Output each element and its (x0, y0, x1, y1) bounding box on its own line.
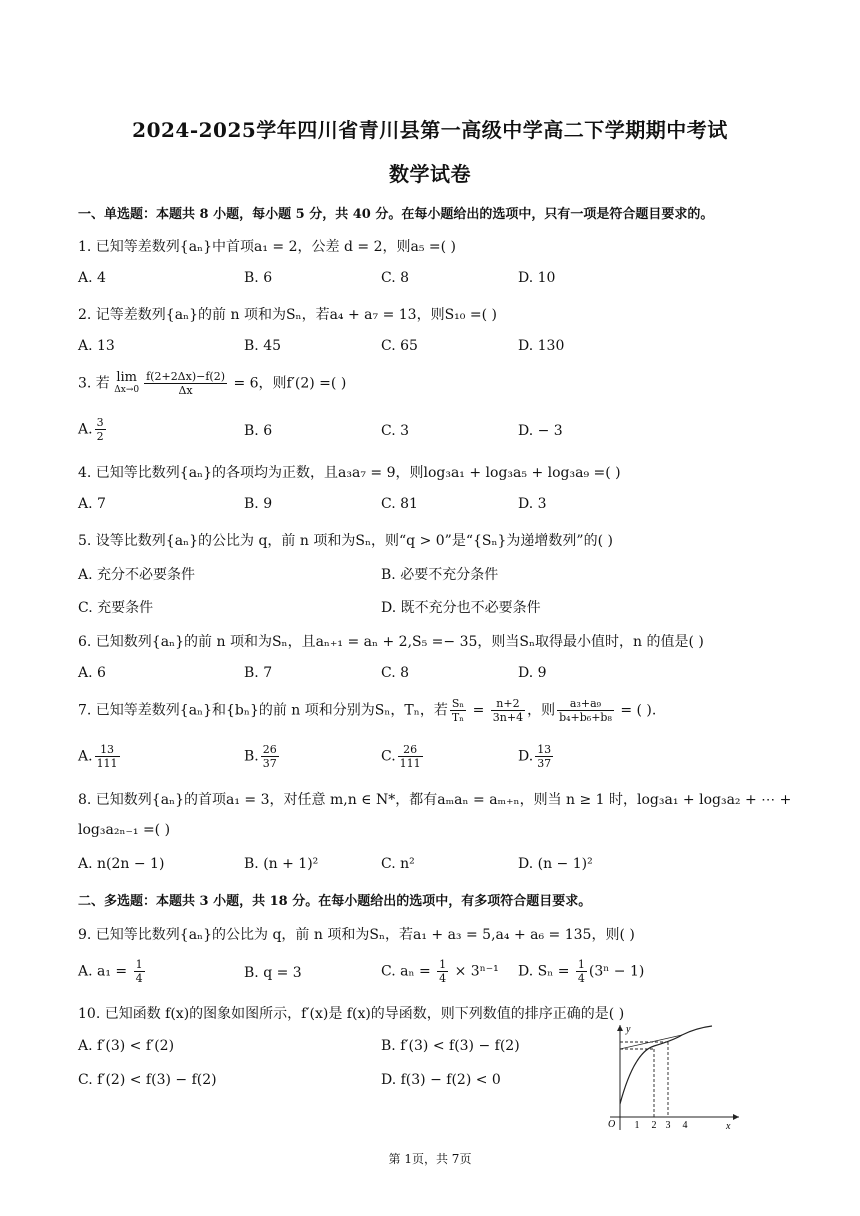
q7-frac-ratio (491, 697, 525, 724)
q7-prefix: 7. 已知等差数列{aₙ}和{bₙ}的前 n 项和分别为Sₙ，Tₙ，若 (78, 702, 448, 719)
q7-option-a-num: 13 (95, 743, 120, 757)
graph-curve (620, 1026, 712, 1104)
q2-option-d: D. 130 (518, 338, 565, 354)
q7-suffix: = ( ). (615, 702, 657, 719)
q4-option-c: C. 81 (381, 496, 418, 512)
q7-option-c (381, 743, 425, 770)
q6-option-d: D. 9 (518, 665, 547, 681)
q7-option-b-label: B. (244, 748, 259, 765)
question-10: 10. 已知函数 f(x)的图象如图所示，f′(x)是 f(x)的导函数，则下列数值的排序正确的是( ) (78, 1006, 625, 1022)
q7-frac-s-t (450, 697, 466, 724)
q3-lim-word: lim (116, 369, 138, 385)
exam-title: 2024-2025学年四川省青川县第一高级中学高二下学期期中考试 (132, 118, 728, 142)
q7-option-a (78, 743, 122, 770)
graph-tick-2: 2 (651, 1120, 657, 1131)
q7-frac3-num: a₃+a₉ (557, 697, 614, 711)
question-6: 6. 已知数列{aₙ}的前 n 项和为Sₙ，且aₙ₊₁ = aₙ + 2,S₅ =− 35，则当Sₙ取得最小值时，n 的值是( ) (78, 634, 704, 650)
q9-option-d-frac (576, 958, 587, 985)
section-multi-choice-heading: 二、多选题：本题共 3 小题，共 18 分。在每小题给出的选项中，有多项符合题目要求。 (78, 894, 592, 909)
q7-frac3-den: b₄+b₆+b₈ (559, 711, 612, 724)
q2-option-c: C. 65 (381, 338, 418, 354)
q9-option-d-text: D. Sₙ = (518, 963, 574, 980)
question-8-line2: log₃a₂ₙ₋₁ =( ) (78, 822, 171, 838)
q10-option-c: C. f′(2) < f(3) − f(2) (78, 1072, 217, 1088)
q5-option-b: B. 必要不充分条件 (381, 567, 499, 583)
q7-then: ，则 (527, 702, 556, 719)
q8-option-d: D. (n − 1)² (518, 856, 593, 872)
q8-option-a: A. n(2n − 1) (78, 856, 165, 872)
q7-option-b-num: 26 (262, 743, 277, 756)
q7-option-c-num: 26 (398, 743, 423, 757)
q9-option-b: B. q = 3 (244, 965, 302, 981)
question-3 (78, 370, 346, 397)
q7-frac1-den: Tₙ (451, 711, 465, 724)
q3-prefix: 3. 若 (78, 375, 110, 392)
q7-option-a-den: 111 (96, 757, 118, 770)
question-2: 2. 记等差数列{aₙ}的前 n 项和为Sₙ，若a₄ + a₇ = 13，则S₁₀ =( ) (78, 307, 497, 323)
q5-option-a: A. 充分不必要条件 (78, 567, 196, 583)
q3-option-a (78, 416, 108, 443)
q7-frac1-num: Sₙ (451, 697, 465, 710)
q7-frac-target (557, 697, 614, 724)
q6-option-a: A. 6 (78, 665, 106, 681)
q9-option-d-num: 1 (577, 958, 585, 971)
q3-fraction (144, 370, 227, 397)
question-5: 5. 设等比数列{aₙ}的公比为 q，前 n 项和为Sₙ，则“q > 0”是“{Sₙ}为递增数列”的( ) (78, 533, 613, 549)
q7-option-a-label: A. (78, 748, 93, 765)
q3-frac-num: f(2+2Δx)−f(2) (146, 370, 225, 383)
q7-option-c-label: C. (381, 748, 396, 765)
q7-option-c-den: 111 (399, 757, 421, 770)
page-footer: 第 1页，共 7页 (388, 1152, 472, 1166)
q3-option-a-frac (95, 416, 106, 443)
question-4: 4. 已知等比数列{aₙ}的各项均为正数，且a₃a₇ = 9，则log₃a₁ + log₃a₅ + log₃a₉ =( ) (78, 465, 621, 481)
q7-option-c-frac (398, 743, 423, 770)
q2-option-a: A. 13 (78, 338, 115, 354)
q4-option-a: A. 7 (78, 496, 106, 512)
q5-option-d: D. 既不充分也不必要条件 (381, 600, 541, 616)
q3-lim-sub: Δx→0 (114, 384, 140, 395)
q6-option-c: C. 8 (381, 665, 410, 681)
q1-option-d: D. 10 (518, 270, 556, 286)
question-9: 9. 已知等比数列{aₙ}的公比为 q，前 n 项和为Sₙ，若a₁ + a₃ = 5,a₄ + a₆ = 135，则( ) (78, 927, 635, 943)
q1-option-a: A. 4 (78, 270, 106, 286)
q3-limit (114, 371, 139, 397)
q9-option-c-den: 4 (439, 972, 447, 985)
q7-option-b-frac (261, 743, 279, 770)
graph-y-arrow (617, 1025, 623, 1031)
q3-option-a-label: A. (78, 421, 93, 438)
q4-option-d: D. 3 (518, 496, 547, 512)
q10-option-d: D. f(3) − f(2) < 0 (381, 1072, 501, 1088)
q3-option-a-num: 3 (96, 416, 104, 429)
q9-option-c (381, 958, 499, 985)
q3-option-c: C. 3 (381, 423, 410, 439)
q9-option-a-den: 4 (135, 972, 143, 985)
question-8-line1: 8. 已知数列{aₙ}的首项a₁ = 3，对任意 m,n ∈ N*，都有aₘaₙ = aₘ₊ₙ，则当 n ≥ 1 时，log₃a₁ + log₃a₂ + ⋯ + (78, 792, 792, 808)
q8-option-c: C. n² (381, 856, 415, 872)
q3-suffix: = 6，则f′(2) =( ) (229, 375, 347, 392)
q9-option-a-text: A. a₁ = (78, 963, 132, 980)
section-single-choice-heading: 一、单选题：本题共 8 小题，每小题 5 分，共 40 分。在每小题给出的选项中，只有一项是符合题目要求的。 (78, 207, 714, 222)
q7-option-d-num: 13 (537, 743, 552, 756)
q9-option-c-num: 1 (439, 958, 447, 971)
graph-origin-label: O (608, 1119, 616, 1130)
q7-option-d-frac (535, 743, 553, 770)
q1-option-b: B. 6 (244, 270, 273, 286)
graph-x-arrow (733, 1114, 739, 1120)
q1-option-c: C. 8 (381, 270, 410, 286)
q9-option-c-frac (437, 958, 448, 985)
graph-tick-4: 4 (682, 1120, 688, 1131)
q10-option-a: A. f′(3) < f′(2) (78, 1038, 175, 1054)
q9-option-c-text: C. aₙ = (381, 963, 436, 980)
q3-frac-den: Δx (178, 384, 193, 397)
q7-equals: = (468, 702, 489, 719)
q9-option-a (78, 958, 147, 985)
exam-subtitle: 数学试卷 (389, 162, 471, 186)
graph-tick-3: 3 (665, 1120, 671, 1131)
q5-option-c: C. 充要条件 (78, 600, 154, 616)
q3-option-a-den: 2 (96, 430, 104, 443)
q7-frac2-den: 3n+4 (492, 711, 524, 724)
q9-option-a-frac (134, 958, 145, 985)
q9-option-a-num: 1 (135, 958, 143, 971)
q7-option-d (518, 743, 555, 770)
q10-option-b: B. f′(3) < f(3) − f(2) (381, 1038, 520, 1054)
q6-option-b: B. 7 (244, 665, 273, 681)
question-1: 1. 已知等差数列{aₙ}中首项a₁ = 2，公差 d = 2，则a₅ =( ) (78, 239, 456, 255)
q7-option-b (244, 743, 281, 770)
graph-y-label: y (626, 1024, 631, 1035)
q7-frac2-num: n+2 (491, 697, 525, 711)
q9-option-d (518, 958, 644, 985)
q7-option-d-den: 37 (537, 757, 552, 770)
q7-option-d-label: D. (518, 748, 534, 765)
q4-option-b: B. 9 (244, 496, 273, 512)
question-7 (78, 697, 656, 724)
q2-option-b: B. 45 (244, 338, 282, 354)
q9-option-d-den: 4 (577, 972, 585, 985)
q3-option-d: D. − 3 (518, 423, 563, 439)
q10-function-graph (596, 1022, 742, 1134)
q7-option-a-frac (95, 743, 120, 770)
q8-option-b: B. (n + 1)² (244, 856, 319, 872)
graph-tick-1: 1 (634, 1120, 640, 1131)
q7-option-b-den: 37 (262, 757, 277, 770)
q9-option-c-post: × 3ⁿ⁻¹ (450, 963, 499, 980)
q9-option-d-post: (3ⁿ − 1) (588, 963, 645, 980)
graph-x-label: x (726, 1121, 731, 1132)
q3-option-b: B. 6 (244, 423, 273, 439)
